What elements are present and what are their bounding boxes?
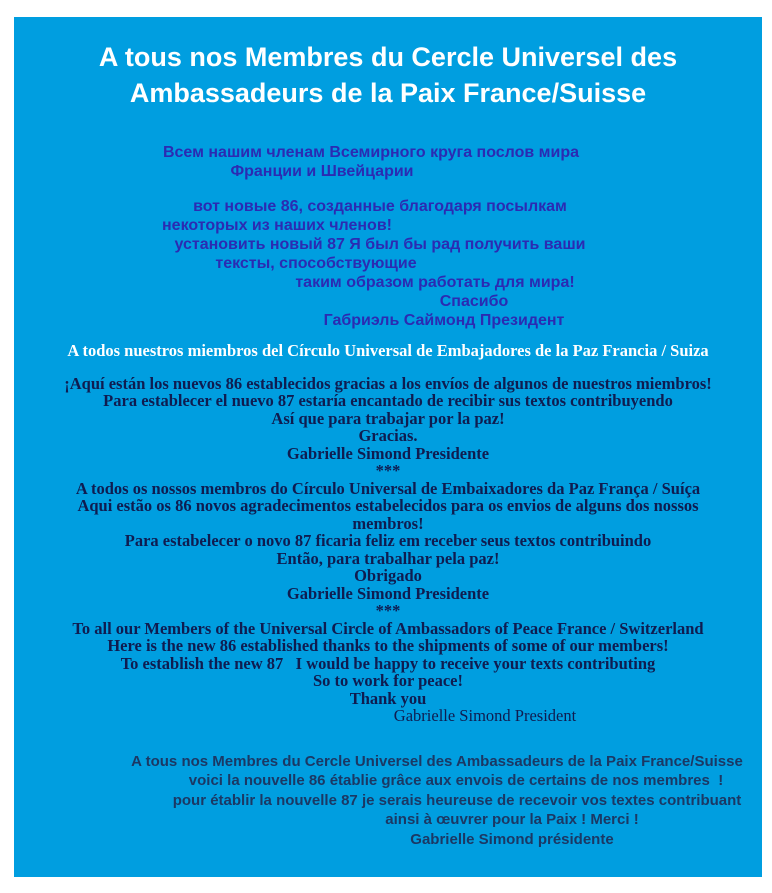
spanish-thanks-line: Gracias.: [358, 426, 418, 445]
spanish-signature-line: Gabrielle Simond Presidente: [286, 443, 490, 463]
title-line-french-2: Ambassadeurs de la Paix France/Suisse: [129, 78, 647, 108]
portuguese-signature-line: Gabrielle Simond Presidente: [286, 583, 490, 603]
section-separator: ***: [375, 461, 401, 480]
french-line: pour établir la nouvelle 87 je serais heureuse de recevoir vos textes contribuant: [172, 791, 742, 809]
russian-line: установить новый 87 Я был бы рад получить ваши: [174, 236, 586, 253]
russian-line: Франции и Швейцарии: [230, 163, 414, 180]
portuguese-line: Aqui estão os 86 novos agradecimentos estabelecidos para os envios de alguns dos nossos: [77, 496, 699, 515]
english-line: So to work for peace!: [313, 671, 463, 690]
russian-line: Всем нашим членам Всемирного круга послов мира: [162, 144, 580, 161]
russian-line: таким образом работать для мира!: [295, 274, 575, 291]
portuguese-line: Então, para trabalhar pela paz!: [276, 548, 500, 568]
spanish-header: A todos nuestros miembros del Círculo Universal de Embajadores de la Paz Francia / Suiza: [67, 341, 709, 360]
document-panel: [14, 17, 762, 877]
spanish-line: Para establecer el nuevo 87 estaría encantado de recibir sus textos contribuyendo: [103, 391, 673, 410]
english-line: Here is the new 86 established thanks to the shipments of some of our members!: [107, 636, 669, 655]
french-line: voici la nouvelle 86 établie grâce aux envois de certains de nos membres !: [188, 772, 724, 789]
russian-line: вот новые 86, созданные благодаря посылкам: [193, 198, 567, 215]
french-line: ainsi à œuvrer pour la Paix ! Merci !: [385, 811, 639, 828]
english-header: To all our Members of the Universal Circle of Ambassadors of Peace France / Switzerland: [72, 618, 704, 638]
french-line: A tous nos Membres du Cercle Universel des Ambassadeurs de la Paix France/Suisse: [131, 752, 743, 770]
english-thanks-line: Thank you: [349, 688, 427, 708]
title-line-french-1: A tous nos Membres du Cercle Universel des: [98, 42, 678, 72]
portuguese-line: membros!: [352, 513, 424, 533]
english-signature-line: Gabrielle Simond President: [393, 706, 577, 725]
english-line: To establish the new 87 I would be happy to receive your texts contributing: [120, 653, 656, 673]
portuguese-thanks-line: Obrigado: [354, 566, 422, 585]
french-section: [14, 752, 762, 850]
spanish-line: ¡Aquí están los nuevos 86 establecidos gracias a los envíos de algunos de nuestros miembros!: [64, 373, 712, 393]
page-title: [14, 39, 762, 111]
russian-signature-line: Габриэль Саймонд Президент: [323, 312, 565, 329]
russian-section: [14, 143, 762, 330]
russian-thanks-line: Спасибо: [439, 293, 509, 310]
spanish-line: Así que para trabajar por la paz!: [271, 408, 505, 428]
russian-line: некоторых из наших членов!: [162, 217, 392, 234]
multilingual-section: [14, 342, 762, 725]
portuguese-header: A todos os nossos membros do Círculo Universal de Embaixadores da Paz França / Suíça: [75, 478, 701, 498]
section-separator: ***: [375, 601, 401, 620]
portuguese-line: Para estabelecer o novo 87 ficaria feliz em receber seus textos contribuindo: [124, 531, 652, 550]
russian-line: тексты, способствующие: [215, 255, 417, 272]
french-signature-line: Gabrielle Simond présidente: [410, 830, 614, 848]
